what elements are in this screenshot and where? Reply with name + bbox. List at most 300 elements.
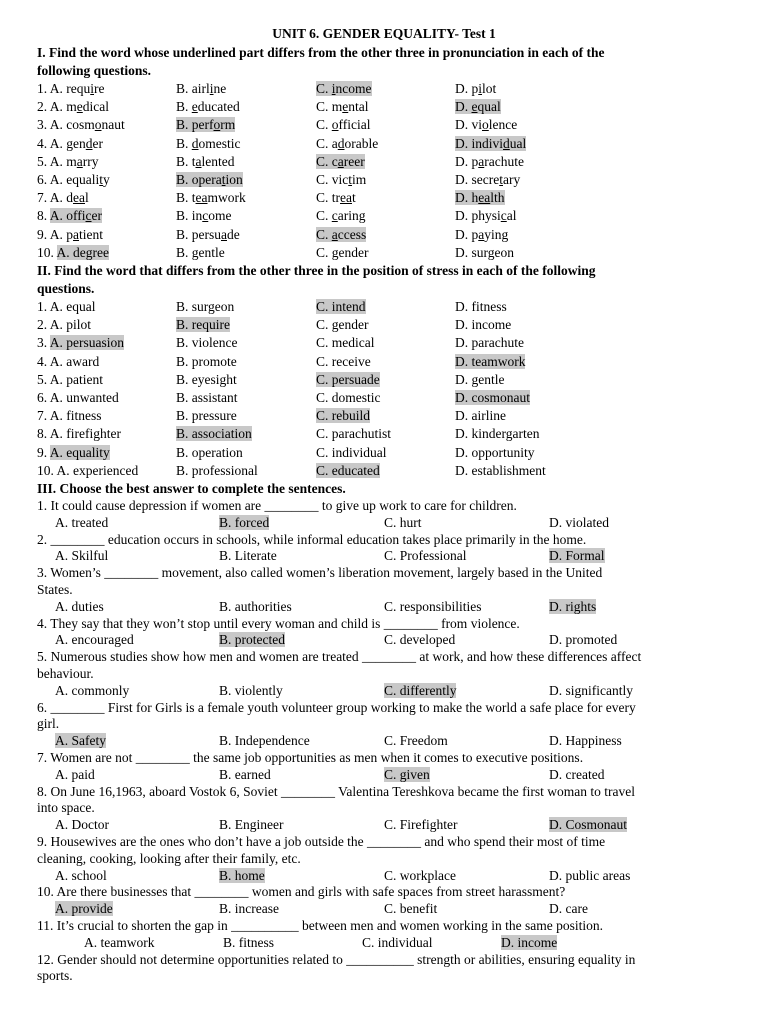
sentence-5-option-c bbox=[384, 682, 456, 700]
underlined-sound: e bbox=[471, 99, 478, 115]
question-number: 9. bbox=[37, 444, 50, 460]
word-part: B. persu bbox=[176, 226, 221, 242]
answer-highlight: D. cosmonaut bbox=[455, 390, 530, 405]
sentence-2-option-a: A. Skilful bbox=[55, 548, 109, 564]
underlined-sound: g bbox=[191, 244, 199, 260]
sentence-6-option-d: D. Happiness bbox=[549, 733, 622, 749]
stress-question-8-option-a: 8. A. firefighter bbox=[37, 426, 121, 442]
underlined-sound: g bbox=[331, 244, 339, 260]
sentence-10-option-c: C. benefit bbox=[384, 901, 438, 917]
sentence-11-option-d bbox=[501, 934, 557, 952]
question-3-option-d bbox=[455, 116, 517, 134]
sentence-4-option-c: C. developed bbox=[384, 632, 456, 648]
question-number: 10. bbox=[37, 244, 57, 260]
sentence-5-option-b: B. violently bbox=[219, 682, 283, 698]
sentence-4: 4. They say that they won’t stop until every woman and child is ________ from violence. bbox=[37, 615, 520, 631]
section-1-heading-cont: following questions. bbox=[37, 63, 152, 78]
stress-question-3-option-b: B. violence bbox=[176, 335, 238, 351]
sentence-6-option-c: C. Freedom bbox=[384, 733, 448, 749]
word-part: C. vic bbox=[316, 172, 349, 187]
word-part: ducated bbox=[197, 99, 240, 115]
question-9-option-b bbox=[176, 226, 240, 244]
question-3-option-c bbox=[316, 116, 371, 134]
stress-question-1-option-c bbox=[316, 298, 366, 316]
word-part: lented bbox=[201, 153, 235, 169]
word-part: D. p bbox=[455, 226, 479, 242]
stress-question-5-option-c bbox=[316, 371, 380, 389]
sentence-4-option-d: D. promoted bbox=[549, 632, 618, 648]
question-7-option-d bbox=[455, 189, 505, 207]
sentence-6-option-b: B. Independence bbox=[219, 733, 310, 749]
sentence-12: 12. Gender should not determine opportunities related to __________ strength or abilities, ensuring equality in bbox=[37, 951, 636, 967]
question-5-option-a bbox=[37, 153, 99, 171]
question-10-option-b bbox=[176, 244, 225, 262]
underlined-sound: c bbox=[331, 208, 338, 224]
word-part: C. c bbox=[316, 153, 338, 169]
sentence-9-option-a: A. school bbox=[55, 867, 107, 883]
stress-question-2-option-d: D. income bbox=[455, 317, 512, 333]
question-10-option-a bbox=[37, 244, 109, 262]
stress-question-10-option-c bbox=[316, 462, 380, 480]
word-part: D. sur bbox=[455, 244, 488, 260]
sentence-11: 11. It’s crucial to shorten the gap in __________ between men and women working in the same position. bbox=[37, 918, 604, 933]
word-part: tient bbox=[79, 226, 104, 242]
answer-highlight: D. teamwork bbox=[455, 353, 526, 369]
word-part: ncome bbox=[335, 81, 372, 96]
sentence-4-option-b bbox=[219, 631, 285, 649]
sentence-6-cont: girl. bbox=[37, 716, 60, 732]
underlined-sound: d bbox=[337, 135, 345, 151]
underlined-sound: a bbox=[337, 153, 344, 169]
sentence-3-option-d bbox=[549, 598, 596, 616]
question-4-option-d bbox=[455, 135, 526, 153]
word-part: C. bbox=[316, 244, 332, 260]
stress-question-3-option-c: C. medical bbox=[316, 335, 375, 351]
sentence-8-option-d bbox=[549, 816, 627, 834]
word-part: de bbox=[227, 226, 240, 242]
word-part: eon bbox=[494, 244, 515, 260]
word-part: ender bbox=[338, 244, 369, 260]
word-part: 7. A. d bbox=[37, 190, 74, 206]
question-6-option-a bbox=[37, 171, 110, 189]
sentence-3: 3. Women’s ________ movement, also called women’s liberation movement, largely based in the United bbox=[37, 565, 603, 581]
underlined-sound: e bbox=[76, 99, 83, 115]
section-3-heading: III. Choose the best answer to complete the sentences. bbox=[37, 481, 346, 496]
underlined-sound: i bbox=[331, 81, 336, 96]
sentence-7-option-b: B. earned bbox=[219, 766, 271, 782]
word-part: ccess bbox=[337, 226, 367, 242]
word-part: rm bbox=[220, 117, 236, 133]
stress-question-7-option-b: B. pressure bbox=[176, 408, 237, 424]
answer-highlight: D. income bbox=[501, 934, 558, 950]
underlined-sound: a bbox=[478, 153, 485, 169]
sentence-11-option-a: A. teamwork bbox=[84, 934, 155, 950]
underlined-sound: c bbox=[85, 208, 92, 224]
stress-question-10-option-b: B. professional bbox=[176, 462, 258, 478]
stress-question-6-option-b: B. assistant bbox=[176, 390, 238, 405]
sentence-1: 1. It could cause depression if women are ________ to give up work to care for children. bbox=[37, 498, 517, 513]
sentence-1-option-c: C. hurt bbox=[384, 514, 422, 530]
stress-question-9-option-b: B. operation bbox=[176, 444, 243, 460]
word-part: fficial bbox=[338, 117, 371, 133]
stress-question-7-option-d: D. airline bbox=[455, 408, 506, 424]
word-part: C. bbox=[316, 81, 332, 96]
word-part: C. bbox=[316, 208, 332, 224]
answer-highlight: B. protected bbox=[219, 632, 285, 648]
question-7-option-a bbox=[37, 189, 89, 207]
word-part: B. in bbox=[176, 208, 203, 224]
sentence-10-option-d: D. care bbox=[549, 901, 588, 917]
underlined-sound: o bbox=[94, 117, 102, 133]
stress-question-5-option-a: 5. A. patient bbox=[37, 371, 103, 387]
underlined-sound: o bbox=[331, 117, 339, 133]
sentence-7-option-a: A. paid bbox=[55, 766, 95, 782]
stress-question-6-option-a: 6. A. unwanted bbox=[37, 390, 119, 405]
answer-highlight: C. persuade bbox=[316, 371, 380, 387]
question-2-option-c bbox=[316, 98, 369, 116]
word-part: A. offi bbox=[49, 208, 86, 224]
sentence-3-option-a: A. duties bbox=[55, 598, 104, 614]
sentence-9-option-d: D. public areas bbox=[549, 867, 631, 883]
word-part: ree bbox=[92, 244, 109, 260]
underlined-sound: g bbox=[487, 244, 495, 260]
word-part: C. bbox=[316, 117, 332, 133]
sentence-1-option-b bbox=[219, 514, 269, 532]
answer-highlight bbox=[455, 136, 526, 151]
word-part: D. secre bbox=[455, 172, 500, 187]
stress-question-2-option-a: 2. A. pilot bbox=[37, 317, 92, 333]
word-part: 1. A. requ bbox=[37, 81, 91, 96]
underlined-sound: ea bbox=[478, 190, 491, 206]
answer-highlight: B. association bbox=[176, 426, 252, 442]
answer-highlight bbox=[57, 245, 109, 260]
underlined-sound: t bbox=[499, 172, 503, 187]
sentence-9: 9. Housewives are the ones who don’t have a job outside the ________ and who spend their most of time bbox=[37, 834, 606, 849]
word-part: D. bbox=[455, 99, 472, 115]
word-part: 5. A. m bbox=[37, 153, 77, 169]
word-part: rry bbox=[82, 153, 99, 169]
stress-question-2-option-c: C. gender bbox=[316, 317, 369, 333]
sentence-5-cont: behaviour. bbox=[37, 666, 94, 681]
sentence-11-option-c: C. individual bbox=[362, 934, 433, 950]
word-part: B. t bbox=[176, 190, 196, 206]
question-1-option-d bbox=[455, 80, 496, 98]
underlined-sound: a bbox=[221, 226, 227, 242]
answer-highlight bbox=[455, 190, 505, 205]
word-part: D. physi bbox=[455, 208, 501, 224]
word-part: dical bbox=[82, 99, 110, 115]
sentence-2-option-c: C. Professional bbox=[384, 548, 467, 564]
sentence-5-option-a: A. commonly bbox=[55, 682, 130, 698]
sentence-3-cont: States. bbox=[37, 582, 73, 597]
stress-question-3-option-a bbox=[37, 334, 124, 352]
sentence-7-option-c bbox=[384, 766, 430, 784]
underlined-sound: t bbox=[348, 172, 353, 187]
answer-highlight: C. rebuild bbox=[316, 408, 370, 424]
underlined-sound: i bbox=[90, 81, 95, 96]
question-1-option-a bbox=[37, 80, 105, 98]
question-7-option-c bbox=[316, 189, 356, 207]
question-3-option-b bbox=[176, 116, 235, 134]
word-part: B. bbox=[176, 244, 192, 260]
word-part: B. t bbox=[176, 153, 196, 169]
word-part: C. tr bbox=[316, 190, 341, 206]
word-part: D. vi bbox=[455, 117, 482, 133]
word-part: omestic bbox=[198, 135, 241, 151]
question-3-option-a bbox=[37, 116, 125, 134]
question-number: 8. bbox=[37, 208, 50, 224]
answer-highlight bbox=[316, 227, 366, 242]
word-part: er bbox=[91, 208, 103, 224]
word-part: re bbox=[94, 81, 105, 96]
stress-question-4-option-c: C. receive bbox=[316, 353, 371, 369]
underlined-sound: ea bbox=[340, 190, 352, 206]
word-part: reer bbox=[343, 153, 365, 169]
question-8-option-d bbox=[455, 207, 517, 225]
stress-question-1-option-d: D. fitness bbox=[455, 299, 507, 314]
page-title: UNIT 6. GENDER EQUALITY- Test 1 bbox=[272, 26, 496, 41]
sentence-8-cont: into space. bbox=[37, 800, 95, 816]
underlined-sound: o bbox=[213, 117, 221, 133]
underlined-sound: a bbox=[73, 226, 80, 242]
sentence-2-option-b: B. Literate bbox=[219, 548, 277, 564]
question-2-option-b bbox=[176, 98, 240, 116]
answer-highlight: A. Safety bbox=[55, 733, 106, 749]
sentence-5: 5. Numerous studies show how men and women are treated ________ at work, and how these differences affect bbox=[37, 649, 642, 665]
question-4-option-c bbox=[316, 135, 378, 153]
word-part: D. p bbox=[455, 81, 479, 96]
section-2-heading: II. Find the word that differs from the other three in the position of stress in each of the following bbox=[37, 263, 596, 278]
sentence-1-option-d: D. violated bbox=[549, 514, 609, 530]
stress-question-1-option-b: B. surgeon bbox=[176, 299, 235, 314]
question-1-option-c bbox=[316, 80, 372, 98]
underlined-sound: o bbox=[482, 117, 489, 133]
sentence-12-cont: sports. bbox=[37, 968, 73, 984]
question-9-option-a bbox=[37, 226, 103, 244]
stress-question-8-option-d: D. kindergarten bbox=[455, 426, 540, 442]
question-9-option-d bbox=[455, 226, 508, 244]
sentence-2: 2. ________ education occurs in schools, while informal education takes place primarily in the home. bbox=[37, 531, 587, 547]
question-4-option-b bbox=[176, 135, 241, 153]
underlined-sound: d bbox=[191, 135, 199, 151]
word-part: ual bbox=[509, 135, 527, 151]
word-part: B. perf bbox=[176, 117, 214, 133]
sentence-2-option-d bbox=[549, 547, 605, 565]
sentence-3-option-b: B. authorities bbox=[219, 598, 292, 614]
sentence-4-option-a: A. encouraged bbox=[55, 632, 134, 648]
word-part: al bbox=[506, 208, 517, 224]
question-8-option-b bbox=[176, 207, 232, 225]
underlined-sound: ea bbox=[195, 190, 208, 206]
question-9-option-c bbox=[316, 226, 366, 244]
underlined-sound: g bbox=[85, 244, 93, 260]
question-5-option-b bbox=[176, 153, 235, 171]
underlined-sound: e bbox=[342, 99, 349, 115]
word-part: naut bbox=[101, 117, 125, 133]
underlined-sound: c bbox=[500, 208, 507, 224]
answer-highlight: A. equality bbox=[49, 444, 110, 460]
section-2-heading-cont: questions. bbox=[37, 281, 95, 296]
word-part: B. airl bbox=[176, 81, 210, 96]
sentence-8-option-c: C. Firefighter bbox=[384, 817, 458, 833]
answer-highlight: B. require bbox=[176, 317, 230, 333]
word-part: B. bbox=[176, 135, 192, 151]
underlined-sound: e bbox=[191, 99, 198, 115]
answer-highlight: B. home bbox=[219, 867, 265, 883]
stress-question-4-option-d bbox=[455, 353, 525, 371]
sentence-1-option-a: A. treated bbox=[55, 514, 109, 530]
word-part: ary bbox=[503, 172, 521, 187]
sentence-7: 7. Women are not ________ the same job opportunities as men when it comes to executive positions. bbox=[37, 750, 584, 765]
question-6-option-b bbox=[176, 171, 243, 189]
word-part: mwork bbox=[207, 190, 246, 206]
word-part: y bbox=[103, 172, 110, 187]
question-5-option-d bbox=[455, 153, 524, 171]
word-part: ome bbox=[208, 208, 232, 224]
stress-question-9-option-a bbox=[37, 444, 110, 462]
stress-question-4-option-a: 4. A. award bbox=[37, 353, 100, 369]
sentence-11-option-b: B. fitness bbox=[223, 934, 275, 950]
word-part: entle bbox=[198, 244, 225, 260]
answer-highlight bbox=[176, 117, 235, 132]
stress-question-1-option-a: 1. A. equal bbox=[37, 299, 96, 314]
stress-question-4-option-b: B. promote bbox=[176, 353, 237, 369]
underlined-sound: t bbox=[99, 172, 104, 187]
question-10-option-c bbox=[316, 244, 369, 262]
stress-question-2-option-b bbox=[176, 316, 230, 334]
word-part: orable bbox=[344, 135, 379, 151]
sentence-5-option-d: D. significantly bbox=[549, 682, 633, 698]
answer-highlight: A. persuasion bbox=[49, 335, 125, 351]
answer-highlight: D. Cosmonaut bbox=[549, 817, 628, 833]
word-part: t bbox=[352, 190, 356, 206]
word-part: l bbox=[85, 190, 89, 206]
stress-question-7-option-a: 7. A. fitness bbox=[37, 408, 102, 424]
word-part: aring bbox=[337, 208, 366, 224]
underlined-sound: a bbox=[76, 153, 83, 169]
question-6-option-c bbox=[316, 171, 366, 189]
word-part: lence bbox=[488, 117, 518, 133]
question-8-option-a bbox=[37, 207, 102, 225]
word-part: ntal bbox=[348, 99, 369, 115]
answer-highlight: A. provide bbox=[55, 901, 113, 917]
sentence-10-option-a bbox=[55, 900, 113, 918]
word-part: B. opera bbox=[176, 172, 222, 187]
sentence-8-option-b: B. Engineer bbox=[219, 817, 284, 833]
question-2-option-d bbox=[455, 98, 501, 116]
sentence-6-option-a bbox=[55, 732, 106, 750]
answer-highlight: C. differently bbox=[384, 682, 457, 698]
question-1-option-b bbox=[176, 80, 226, 98]
stress-question-10-option-a: 10. A. experienced bbox=[37, 462, 139, 478]
answer-highlight: B. forced bbox=[219, 514, 270, 530]
word-part: qual bbox=[477, 99, 501, 115]
word-part: 6. A. equali bbox=[37, 172, 100, 187]
question-10-option-d bbox=[455, 244, 514, 262]
answer-highlight: C. intend bbox=[316, 299, 366, 314]
word-part: rachute bbox=[484, 153, 524, 169]
underlined-sound: d bbox=[85, 135, 93, 151]
question-7-option-b bbox=[176, 189, 246, 207]
word-part: lth bbox=[490, 190, 505, 206]
stress-question-5-option-d: D. gentle bbox=[455, 371, 505, 387]
word-part: B. bbox=[176, 99, 192, 115]
stress-question-9-option-c: C. individual bbox=[316, 444, 387, 460]
sentence-9-option-c: C. workplace bbox=[384, 867, 456, 883]
question-8-option-c bbox=[316, 207, 366, 225]
stress-question-8-option-c: C. parachutist bbox=[316, 426, 391, 442]
underlined-sound: ea bbox=[73, 190, 85, 206]
sentence-3-option-c: C. responsibilities bbox=[384, 598, 482, 614]
sentence-7-option-d: D. created bbox=[549, 766, 605, 782]
answer-highlight: D. Formal bbox=[549, 548, 605, 564]
word-part: ion bbox=[225, 172, 243, 187]
sentence-10: 10. Are there businesses that ________ women and girls with safe spaces from street harassment? bbox=[37, 884, 566, 900]
word-part: 2. A. m bbox=[37, 99, 77, 115]
word-part: lot bbox=[482, 81, 497, 96]
sentence-8-option-a: A. Doctor bbox=[55, 817, 109, 833]
answer-highlight bbox=[316, 154, 365, 169]
stress-question-10-option-d: D. establishment bbox=[455, 462, 546, 478]
stress-question-9-option-d: D. opportunity bbox=[455, 444, 535, 460]
stress-question-3-option-d: D. parachute bbox=[455, 335, 524, 351]
question-number: 3. bbox=[37, 335, 50, 351]
question-5-option-c bbox=[316, 153, 365, 171]
sentence-6: 6. ________ First for Girls is a female youth volunteer group working to make the world a safe place for every bbox=[37, 699, 636, 715]
word-part: 9. A. p bbox=[37, 226, 74, 242]
answer-highlight bbox=[176, 172, 243, 187]
underlined-sound: i bbox=[478, 81, 483, 96]
word-part: 4. A. gen bbox=[37, 135, 86, 151]
stress-question-6-option-d bbox=[455, 389, 530, 407]
underlined-sound: d bbox=[503, 135, 510, 151]
sentence-8: 8. On June 16,1963, aboard Vostok 6, Soviet ________ Valentina Tereshkova became the first woman to travel bbox=[37, 783, 635, 799]
word-part: D. h bbox=[455, 190, 479, 206]
underlined-sound: i bbox=[209, 81, 214, 96]
word-part: er bbox=[92, 135, 103, 151]
stress-question-6-option-c: C. domestic bbox=[316, 390, 381, 405]
answer-highlight bbox=[455, 99, 501, 114]
stress-question-8-option-b bbox=[176, 425, 252, 443]
word-part: ying bbox=[484, 226, 509, 242]
answer-highlight: C. educated bbox=[316, 462, 380, 478]
underlined-sound: a bbox=[331, 226, 338, 242]
underlined-sound: a bbox=[195, 153, 202, 169]
sentence-9-cont: cleaning, cooking, looking after their family, etc. bbox=[37, 850, 301, 866]
word-part: im bbox=[352, 172, 367, 187]
underlined-sound: t bbox=[221, 172, 226, 187]
word-part: D. p bbox=[455, 153, 479, 169]
word-part: D. indivi bbox=[455, 135, 504, 151]
sentence-9-option-b bbox=[219, 867, 265, 885]
word-part: C. m bbox=[316, 99, 343, 115]
underlined-sound: c bbox=[202, 208, 209, 224]
answer-highlight: D. rights bbox=[549, 598, 597, 614]
word-part: ne bbox=[213, 81, 227, 96]
stress-question-7-option-c bbox=[316, 407, 370, 425]
word-part: C. a bbox=[316, 135, 338, 151]
underlined-sound: a bbox=[478, 226, 485, 242]
answer-highlight bbox=[316, 81, 372, 96]
word-part: A. de bbox=[56, 244, 86, 260]
answer-highlight: C. given bbox=[384, 766, 430, 782]
answer-highlight bbox=[50, 208, 102, 223]
word-part: 3. A. cosm bbox=[37, 117, 95, 133]
question-2-option-a bbox=[37, 98, 109, 116]
word-part: C. bbox=[316, 226, 332, 242]
stress-question-5-option-b: B. eyesight bbox=[176, 371, 237, 387]
question-6-option-d bbox=[455, 171, 520, 189]
